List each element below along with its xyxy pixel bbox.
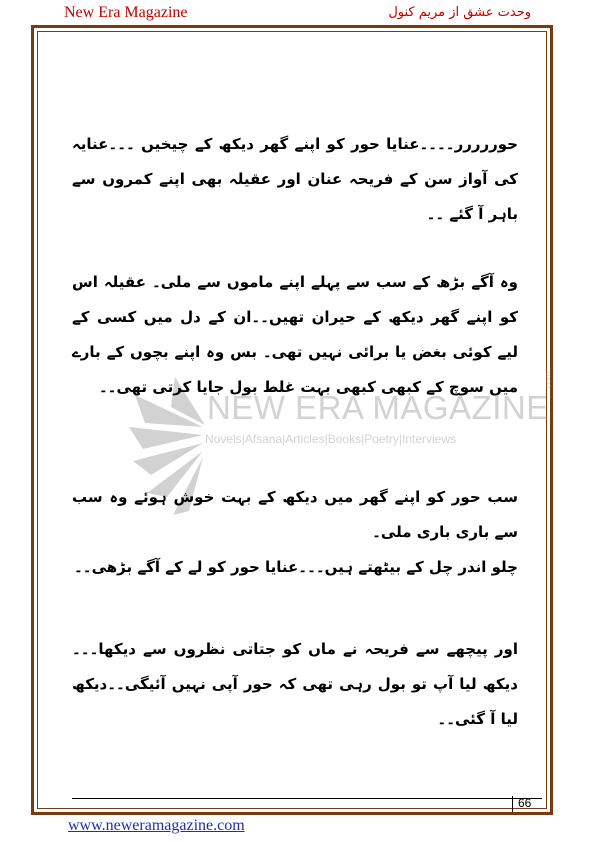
watermark-title: NEW ERA MAGAZINE: [207, 389, 549, 426]
footer-website-link[interactable]: www.neweramagazine.com: [68, 817, 245, 834]
paragraph-4: چلو اندر چل کے بیٹھتے ہیں۔۔۔عنایا حور کو لے کے آگے بڑھی۔۔: [74, 558, 518, 576]
header-story-title: وحدت عشق از مریم کنول: [388, 5, 531, 20]
paragraph-5: اور پیچھے سے فریحہ نے ماں کو جتاتی نظروں سے دیکھا۔۔۔دیکھ لیا آپ تو بول رہی تھی کہ حور آپی نہیں آئیگی۔۔دیکھ لیا آ گئی۔۔: [72, 640, 518, 728]
page-number-rule: [72, 798, 542, 799]
page-number: 66: [518, 796, 532, 810]
watermark-suffix: .com: [543, 371, 553, 391]
paragraph-1: حوررررر۔۔۔۔عنایا حور کو اپنے گھر دیکھ کے چیخیں ۔۔۔عنایہ کی آواز سن کے فریحہ عنان اور عقیلہ بھی اپنے کمروں سے باہر آ گئے ۔۔: [72, 135, 518, 223]
watermark-subtitle: Novels|Afsana|Articles|Books|Poetry|Interviews: [205, 432, 457, 446]
paragraph-2: وہ آگے بڑھ کے سب سے پہلے اپنے ماموں سے ملی۔ عقیلہ اس کو اپنے گھر دیکھ کے حیران تھیں۔۔ان کے دل میں کسی کے لیے کوئی بغض یا برائی نہیں تھی۔ بس وہ اپنے بچوں کے بارے میں سوچ کے کبھی کبھی بہت غلط بول جایا کرتی تھی۔۔: [72, 273, 518, 396]
header-magazine-name: New Era Magazine: [64, 4, 188, 21]
paragraph-3: سب حور کو اپنے گھر میں دیکھ کے بہت خوش ہوئے وہ سب سے باری باری ملی۔: [72, 488, 518, 541]
